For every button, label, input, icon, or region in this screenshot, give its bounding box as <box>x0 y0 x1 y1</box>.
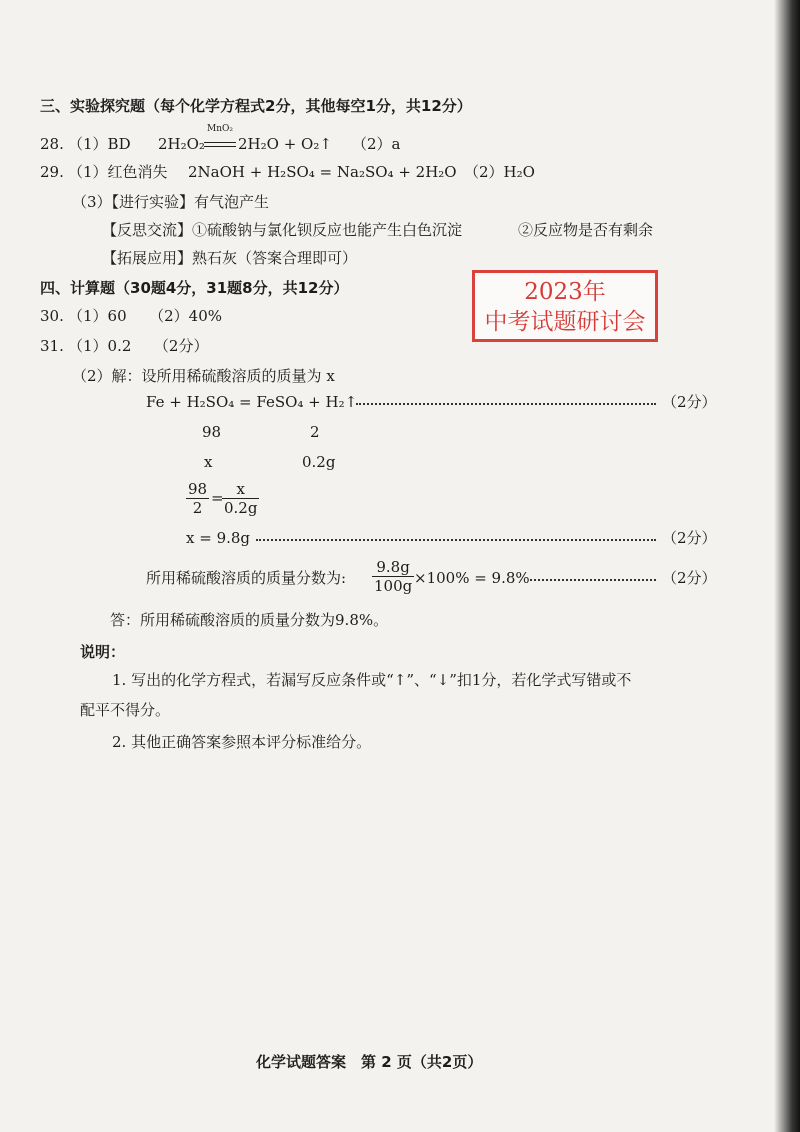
ratio-h2-actual: 0.2g <box>302 453 336 471</box>
mass-fraction-numerator: 9.8g <box>372 558 414 577</box>
stamp-year: 2023年 <box>524 279 606 305</box>
stamp-title: 中考试题研讨会 <box>484 309 646 335</box>
mass-fraction <box>372 558 414 595</box>
q31-equation: Fe + H₂SO₄ = FeSO₄ + H₂↑ <box>146 393 358 411</box>
proportion-right-numerator: x <box>222 480 259 499</box>
q31-score2: （2分） <box>662 529 717 547</box>
section4-title: 四、计算题（30题4分，31题8分，共12分） <box>40 279 349 297</box>
mass-fraction-denominator: 100g <box>374 577 413 595</box>
q29-equation: 2NaOH + H₂SO₄ = Na₂SO₄ + 2H₂O <box>188 163 457 181</box>
note-1: 1. 写出的化学方程式，若漏写反应条件或“↑”、“↓”扣1分，若化学式写错或不 <box>112 671 632 689</box>
q28-eq-bar-top <box>204 142 236 143</box>
notes-title: 说明： <box>80 643 126 661</box>
q28-eq-bar-bottom <box>204 146 236 147</box>
q31-part2: （2）解：设所用稀硫酸溶质的质量为 x <box>72 367 335 385</box>
seminar-stamp <box>472 270 658 342</box>
proportion-left-denominator: 2 <box>192 499 203 517</box>
q31-part1: （1）0.2 （2分） <box>68 337 209 355</box>
note-1-continued: 配平不得分。 <box>80 701 171 719</box>
q28-part2: （2）a <box>352 135 401 153</box>
q28-equation-left: 2H₂O₂ <box>158 135 205 153</box>
q29-extend: 【拓展应用】熟石灰（答案合理即可） <box>102 249 358 267</box>
ratio-fe-mass: 98 <box>202 423 222 441</box>
q29-number: 29. <box>40 163 64 181</box>
mass-fraction-result: ×100% = 9.8% <box>414 569 530 587</box>
q29-reflect2: ②反应物是否有剩余 <box>518 221 654 239</box>
section3-title: 三、实验探究题（每个化学方程式2分，其他每空1分，共12分） <box>40 97 472 115</box>
note-2: 2. 其他正确答案参照本评分标准给分。 <box>112 733 372 751</box>
q30-answers: （1）60 （2）40% <box>68 307 223 325</box>
page-footer: 化学试题答案 第 2 页（共2页） <box>256 1053 483 1071</box>
ratio-h2-mass: 2 <box>310 423 320 441</box>
q31-number: 31. <box>40 337 64 355</box>
proportion-equals: = <box>211 489 224 507</box>
ratio-x: x <box>204 453 213 471</box>
leader-dots-1 <box>356 403 656 405</box>
q28-catalyst: MnO₂ <box>207 124 233 134</box>
q30-number: 30. <box>40 307 64 325</box>
mass-fraction-label: 所用稀硫酸溶质的质量分数为: <box>146 569 347 587</box>
q29-part3: （3）【进行实验】有气泡产生 <box>72 193 270 211</box>
q29-part2: （2）H₂O <box>464 163 535 181</box>
scan-edge-shadow <box>774 0 800 1132</box>
leader-dots-2 <box>256 539 656 541</box>
q28-part1: （1）BD <box>68 135 131 153</box>
q29-reflect: 【反思交流】①硫酸钠与氯化钡反应也能产生白色沉淀 <box>102 221 463 239</box>
q31-score1: （2分） <box>662 393 717 411</box>
proportion-right-denominator: 0.2g <box>224 499 258 517</box>
q29-part1: （1）红色消失 <box>68 163 168 181</box>
leader-dots-3 <box>530 579 656 581</box>
proportion-right-fraction <box>222 480 259 517</box>
q28-number: 28. <box>40 135 64 153</box>
proportion-left-fraction <box>186 480 209 517</box>
proportion-left-numerator: 98 <box>188 480 208 498</box>
q28-equation-right: 2H₂O + O₂↑ <box>238 135 332 153</box>
q31-score3: （2分） <box>662 569 717 587</box>
q31-answer: 答：所用稀硫酸溶质的质量分数为9.8%。 <box>110 611 389 629</box>
q31-result: x = 9.8g <box>186 529 251 547</box>
